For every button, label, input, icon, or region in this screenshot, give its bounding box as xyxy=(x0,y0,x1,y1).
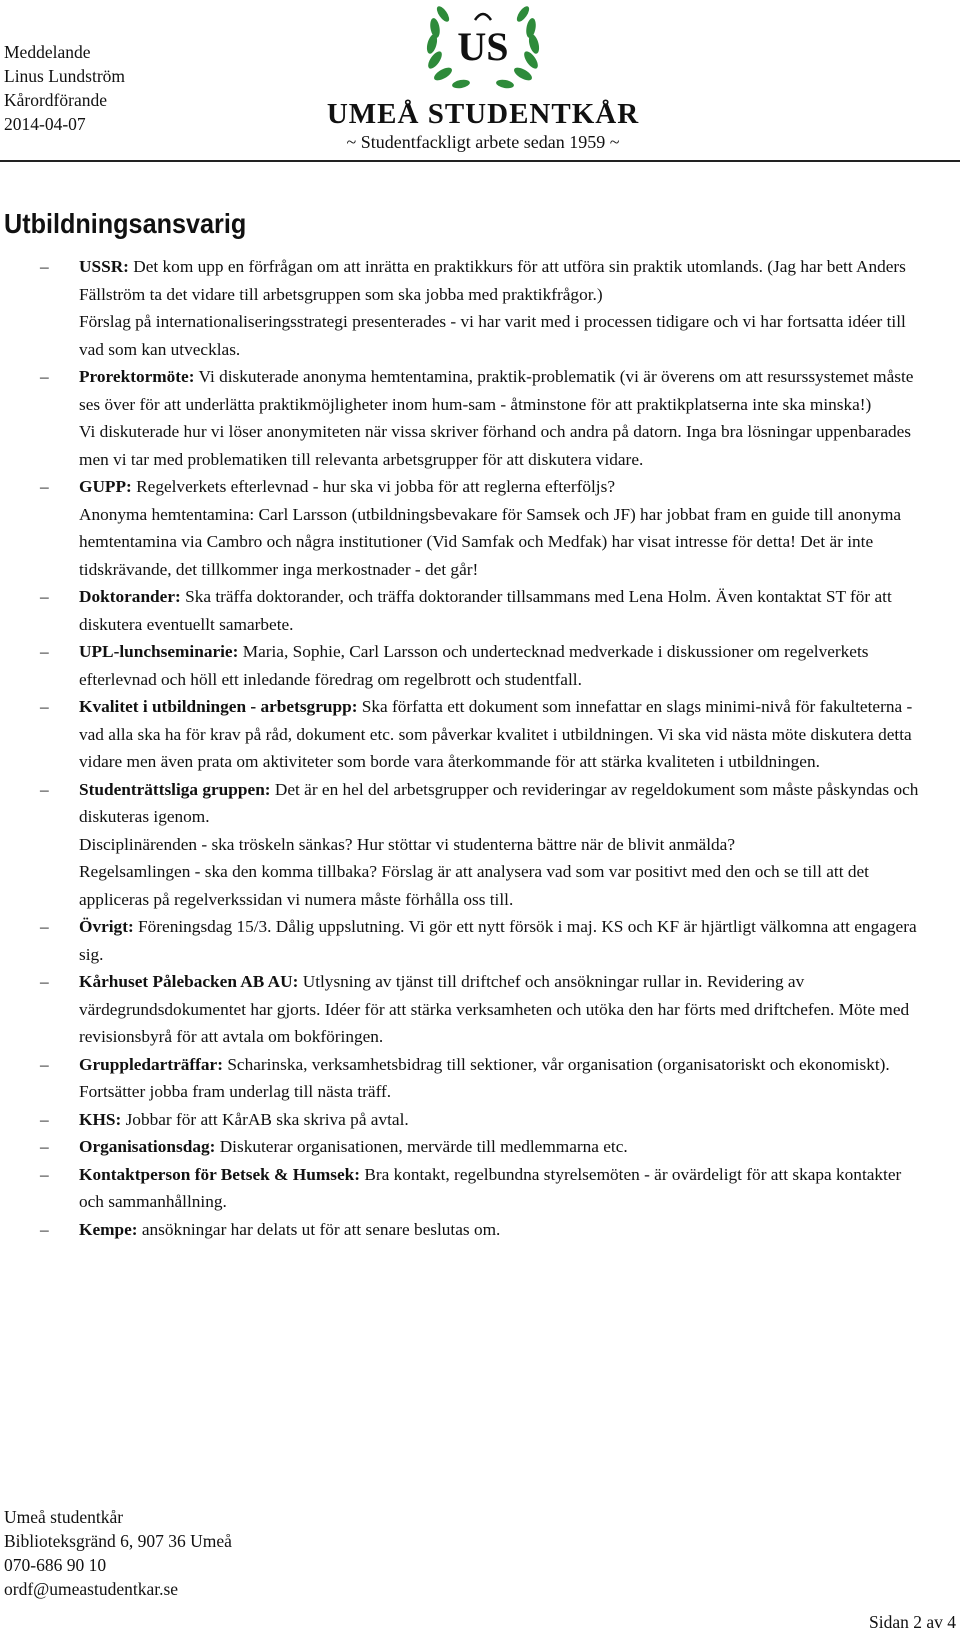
meta-author: Linus Lundström xyxy=(4,66,126,86)
item-text: Ska författa ett dokument som innefattar en slags minimi-nivå för fakulteterna - vad alla ska ha för krav på råd, dokument etc. som påverkar kvalitet i utbildningen. Vi ska vid nästa möte diskutera detta vidare men även prata om aktiviteter som borde vara återkommande för att stärka kvaliteten i utbildningen. xyxy=(79,697,913,771)
item-paragraph xyxy=(79,1161,930,1216)
section-heading: Utbildningsansvarig xyxy=(4,208,247,239)
report-item xyxy=(0,638,930,693)
item-paragraph xyxy=(79,363,930,418)
item-paragraph xyxy=(79,776,930,831)
item-label: KHS: xyxy=(79,1109,122,1129)
item-text: ansökningar har delats ut för att senare beslutas om. xyxy=(141,1219,501,1239)
item-text: Ska träffa doktorander, och träffa doktorander tillsammans med Lena Holm. Även kontaktat ST för att diskutera eventuellt samarbete. xyxy=(79,587,892,634)
item-text: Det kom upp en förfrågan om att inrätta en praktikkurs för att utföra sin praktik utomlands. (Jag har bett Anders Fällström ta det vidare till arbetsgruppen som ska jobba med praktikfrågor.) xyxy=(79,257,906,304)
report-item xyxy=(0,776,930,914)
item-label: Studenträttsliga gruppen: xyxy=(79,779,271,799)
header-divider xyxy=(0,160,960,162)
meta-role: Kårordförande xyxy=(4,90,108,110)
bullet-dash: – xyxy=(40,367,49,386)
footer-address: Biblioteksgränd 6, 907 36 Umeå xyxy=(4,1531,232,1551)
item-paragraph xyxy=(79,1216,930,1244)
item-text: Regelsamlingen - ska den komma tillbaka? Förslag är att analysera vad som var positivt med den och se till att det appliceras på regelverkssidan vi numera måste förhålla oss till. xyxy=(79,862,869,909)
footer-email: ordf@umeastudentkar.se xyxy=(4,1579,179,1599)
item-label: USSR: xyxy=(79,257,129,276)
item-label: Övrigt: xyxy=(79,917,134,936)
report-item xyxy=(0,583,930,638)
item-paragraph xyxy=(79,418,930,473)
item-text: Regelverkets efterlevnad - hur ska vi jobba för att reglerna efterföljs? xyxy=(136,477,615,496)
bullet-dash: – xyxy=(40,1109,49,1129)
report-item xyxy=(0,363,930,473)
item-text: Vi diskuterade anonyma hemtentamina, praktik-problematik (vi är överens om att resurssystemet måste ses över för att underlätta praktikmöjligheter inom hum-sam - åtminstone för att praktikplatserna inte ska minska!) xyxy=(79,367,914,414)
logo-monogram: US xyxy=(457,24,509,69)
item-text: Föreningsdag 15/3. Dålig uppslutning. Vi gör ett nytt försök i maj. KS och KF är hjärtligt välkomna att engagera sig. xyxy=(79,917,917,964)
report-item xyxy=(0,1161,930,1216)
item-paragraph xyxy=(79,858,930,913)
item-label: Prorektormöte: xyxy=(79,367,195,386)
org-logo xyxy=(318,2,648,152)
org-tagline: ~ Studentfackligt arbete sedan 1959 ~ xyxy=(346,132,620,152)
item-text: Utlysning av tjänst till driftchef och ansökningar rullar in. Revidering av värdegrundsdokumentet har gjorts. Idéer för att stärka verksamheten och utöka den har förts med driftchefen. Möte med revisionsbyrå för att avtala om bokföringen. xyxy=(79,972,910,1046)
item-paragraph xyxy=(79,253,930,308)
bullet-dash: – xyxy=(40,1137,49,1156)
report-items xyxy=(0,253,930,1243)
item-label: UPL-lunchseminarie: xyxy=(79,642,239,661)
item-paragraph xyxy=(79,638,930,693)
item-label: GUPP: xyxy=(79,477,132,496)
item-text: Jobbar för att KårAB ska skriva på avtal. xyxy=(125,1109,409,1129)
report-item xyxy=(0,968,930,1051)
item-text: Disciplinärenden - ska tröskeln sänkas? Hur stöttar vi studenterna bättre när de blivit anmälda? xyxy=(79,834,735,854)
footer-org-name: Umeå studentkår xyxy=(4,1507,124,1527)
bullet-dash: – xyxy=(40,1219,49,1239)
bullet-dash: – xyxy=(40,697,49,716)
bullet-dash: – xyxy=(40,257,49,276)
bullet-dash: – xyxy=(40,642,49,661)
item-text: Vi diskuterade hur vi löser anonymiteten när vissa skriver förhand och andra på datorn. Inga bra lösningar uppenbarades men vi tar med problematiken till relevanta arbetsgrupper för att diskutera vidare. xyxy=(79,422,912,469)
item-paragraph xyxy=(79,1133,930,1161)
item-paragraph xyxy=(79,501,930,584)
report-item xyxy=(0,913,930,968)
footer-contact xyxy=(4,1505,232,1601)
item-text: Det är en hel del arbetsgrupper och revideringar av regeldokument som måste påskyndas och diskuteras igenom. xyxy=(79,779,919,826)
item-paragraph xyxy=(79,308,930,363)
item-text: Scharinska, verksamhetsbidrag till sektioner, vår organisation (organisatoriskt och ekonomiskt). Fortsätter jobba fram underlag till nästa träff. xyxy=(79,1054,890,1101)
report-item xyxy=(0,1051,930,1106)
report-item xyxy=(0,693,930,776)
item-text: Anonyma hemtentamina: Carl Larsson (utbildningsbevakare för Samsek och JF) har jobbat fram en guide till anonyma hemtentamina via Cambro och några institutioner (Vid Samfak och Medfak) har visat intresse för detta! Det är inte tidskrävande, det tillkommer inga merkostnader - det går! xyxy=(79,504,902,579)
bullet-dash: – xyxy=(40,1054,49,1074)
item-paragraph xyxy=(79,831,930,859)
meta-type: Meddelande xyxy=(4,42,91,62)
item-paragraph xyxy=(79,693,930,776)
item-label: Gruppledarträffar: xyxy=(79,1054,223,1074)
item-paragraph xyxy=(79,968,930,1051)
footer-phone: 070-686 90 10 xyxy=(4,1555,107,1575)
item-text: Förslag på internationaliseringsstrategi presenterades - vi har varit med i processen tidigare och vi har fortsatta idéer till vad som kan utvecklas. xyxy=(79,312,906,359)
report-item xyxy=(0,1106,930,1134)
item-label: Kårhuset Pålebacken AB AU: xyxy=(79,972,299,991)
item-label: Doktorander: xyxy=(79,587,181,606)
report-item xyxy=(0,1216,930,1244)
laurel-emblem-icon xyxy=(413,2,553,94)
document-meta xyxy=(4,40,125,136)
bullet-dash: – xyxy=(40,1164,49,1184)
bullet-dash: – xyxy=(40,587,49,606)
item-paragraph xyxy=(79,1106,930,1134)
item-paragraph xyxy=(79,1051,930,1106)
meta-date: 2014-04-07 xyxy=(4,114,86,134)
bullet-dash: – xyxy=(40,972,49,991)
item-text: Bra kontakt, regelbundna styrelsemöten - är ovärdeligt för att skapa kontakter och sammanhållning. xyxy=(79,1164,902,1211)
report-item xyxy=(0,473,930,583)
page-number: Sidan 2 av 4 xyxy=(868,1612,956,1632)
item-label: Kempe: xyxy=(79,1219,138,1239)
report-item xyxy=(0,253,930,363)
item-text: Diskuterar organisationen, mervärde till medlemmarna etc. xyxy=(219,1137,628,1156)
item-label: Kvalitet i utbildningen - arbetsgrupp: xyxy=(79,697,358,716)
item-paragraph xyxy=(79,913,930,968)
item-label: Kontaktperson för Betsek & Humsek: xyxy=(79,1164,360,1184)
bullet-dash: – xyxy=(40,917,49,936)
item-paragraph xyxy=(79,473,930,501)
bullet-dash: – xyxy=(40,779,49,799)
item-paragraph xyxy=(79,583,930,638)
org-name: UMEÅ STUDENTKÅR xyxy=(326,98,640,130)
item-label: Organisationsdag: xyxy=(79,1137,216,1156)
bullet-dash: – xyxy=(40,477,49,496)
report-item xyxy=(0,1133,930,1161)
item-text: Maria, Sophie, Carl Larsson och undertecknad medverkade i diskussioner om regelverkets efterlevnad och höll ett inledande föredrag om regelbrott och studentfall. xyxy=(79,642,869,689)
